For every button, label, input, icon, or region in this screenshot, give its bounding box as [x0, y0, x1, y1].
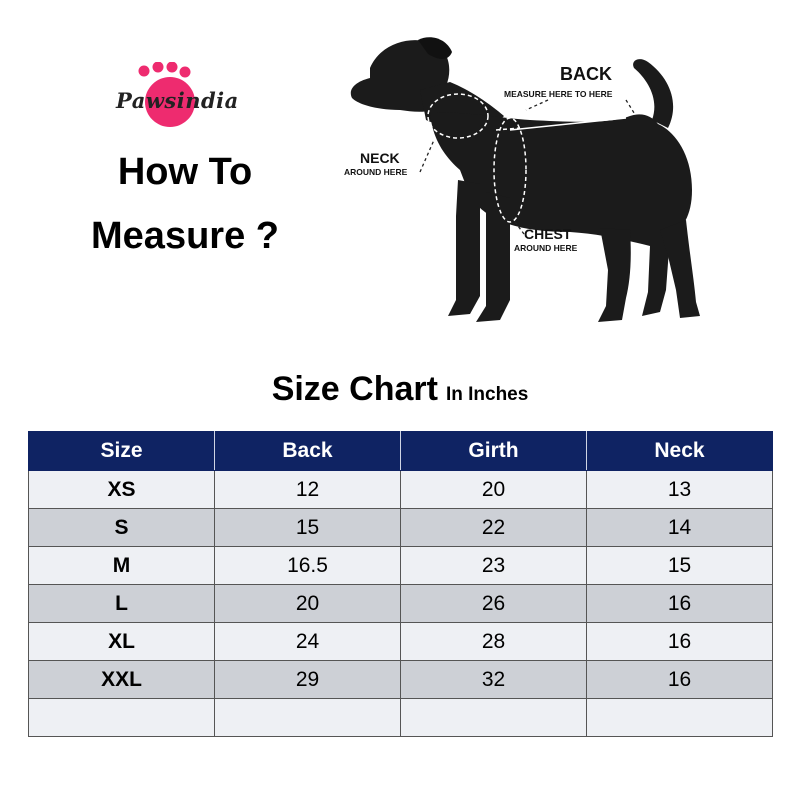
girth-cell: 23 — [401, 547, 587, 585]
back-cell — [215, 699, 401, 737]
back-cell: 15 — [215, 509, 401, 547]
neck-cell: 14 — [587, 509, 773, 547]
size-cell — [29, 699, 215, 737]
girth-cell: 22 — [401, 509, 587, 547]
dog-measure-diagram — [330, 20, 770, 340]
size-cell: L — [29, 585, 215, 623]
column-header-back: Back — [215, 432, 401, 471]
table-row — [29, 509, 773, 547]
size-cell: XS — [29, 471, 215, 509]
girth-cell — [401, 699, 587, 737]
headline-line-2: Measure ? — [91, 215, 279, 257]
table-row — [29, 661, 773, 699]
back-cell: 24 — [215, 623, 401, 661]
back-cell: 12 — [215, 471, 401, 509]
back-cell: 20 — [215, 585, 401, 623]
neck-cell: 15 — [587, 547, 773, 585]
back-label: BACK — [560, 64, 612, 84]
girth-cell: 28 — [401, 623, 587, 661]
column-header-neck: Neck — [587, 432, 773, 471]
size-cell: XXL — [29, 661, 215, 699]
brand-logo — [112, 62, 252, 132]
size-cell: M — [29, 547, 215, 585]
table-row — [29, 585, 773, 623]
neck-cell: 13 — [587, 471, 773, 509]
girth-cell: 26 — [401, 585, 587, 623]
size-cell: XL — [29, 623, 215, 661]
chest-label: CHEST — [524, 226, 572, 242]
neck-cell: 16 — [587, 623, 773, 661]
size-chart-title — [0, 370, 800, 409]
girth-cell: 32 — [401, 661, 587, 699]
size-chart-unit: In Inches — [445, 384, 529, 405]
size-chart-heading: Size Chart — [271, 370, 438, 408]
back-sublabel: MEASURE HERE TO HERE — [504, 89, 613, 99]
brand-name: Pawsindia — [116, 88, 239, 113]
neck-label: NECK — [360, 150, 400, 166]
neck-cell: 16 — [587, 585, 773, 623]
neck-cell — [587, 699, 773, 737]
chest-sublabel: AROUND HERE — [514, 243, 578, 253]
back-cell: 16.5 — [215, 547, 401, 585]
size-chart-table — [28, 431, 773, 737]
neck-cell: 16 — [587, 661, 773, 699]
table-header-row — [29, 432, 773, 471]
table-row — [29, 471, 773, 509]
table-row — [29, 623, 773, 661]
neck-sublabel: AROUND HERE — [344, 167, 408, 177]
size-cell: S — [29, 509, 215, 547]
table-row — [29, 547, 773, 585]
column-header-girth: Girth — [401, 432, 587, 471]
column-header-size: Size — [29, 432, 215, 471]
back-cell: 29 — [215, 661, 401, 699]
table-row — [29, 699, 773, 737]
girth-cell: 20 — [401, 471, 587, 509]
headline-line-1: How To — [117, 151, 253, 193]
